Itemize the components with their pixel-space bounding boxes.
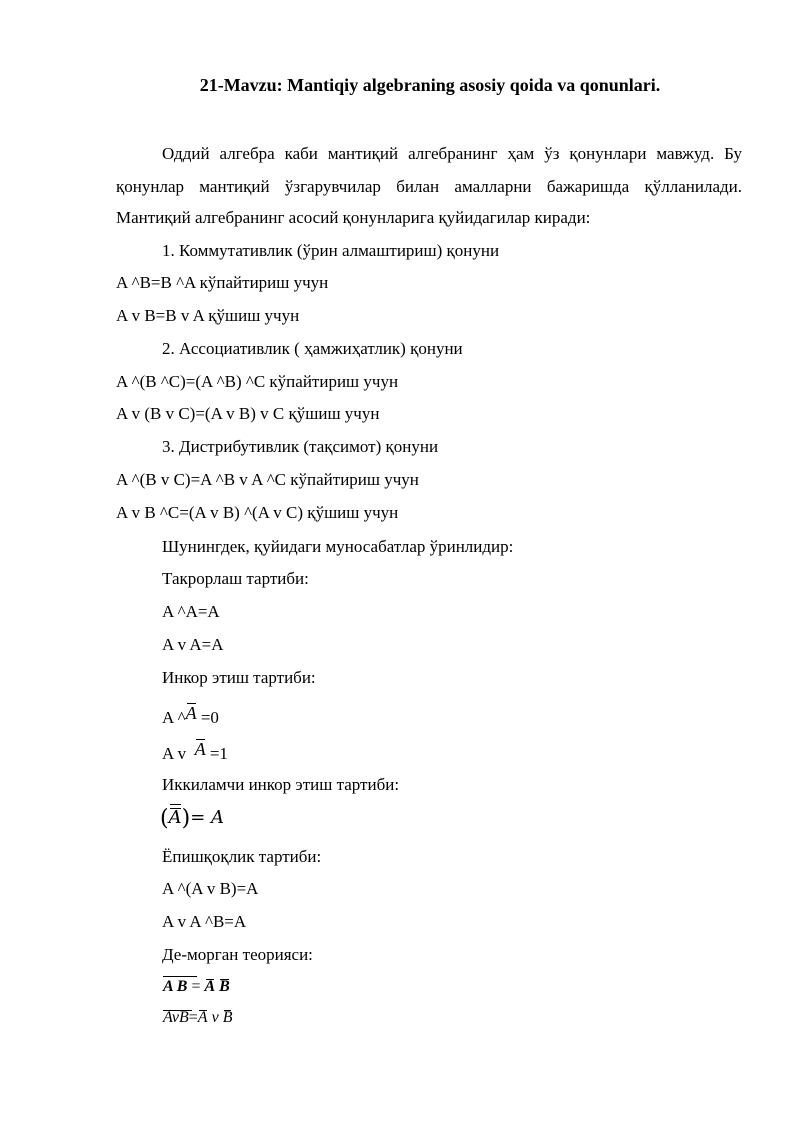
negation-rule-1-right: =0: [200, 708, 219, 727]
close-paren: ): [181, 806, 191, 831]
negation-rule-2-right: =1: [209, 744, 228, 763]
formula-2-right-a: A: [197, 1009, 208, 1026]
relations-intro: Шунингдек, қуйидаги муносабатлар ўринлидир:: [162, 537, 514, 556]
formula-1-right-a: A: [204, 978, 216, 995]
law-1-rule-2: A v B=B v A қўшиш учун: [116, 306, 300, 325]
formula-1-eq: =: [191, 978, 201, 995]
law-2-rule-1: A ^(B ^C)=(A ^B) ^C кўпайтириш учун: [116, 372, 399, 391]
absorption-rule-1: A ^(A v B)=A: [162, 879, 259, 898]
negation-rule-1-var: A: [185, 703, 197, 723]
page-title: 21-Mavzu: Mantiqiy algebraning asosiy qoida va qonunlari.: [199, 75, 661, 95]
intro-line-2: қонунлар мантиқий ўзгарувчилар билан амалларни бажаришда қўлланилади.: [116, 177, 742, 196]
law-3-heading: 3. Дистрибутивлик (тақсимот) қонуни: [162, 437, 439, 456]
negation-rule-1: [162, 702, 219, 729]
law-1-heading: 1. Коммутативлик (ўрин алмаштириш) қонуни: [162, 241, 500, 260]
de-morgan-formula-1: [163, 978, 230, 996]
formula-2-left-bar: [163, 1010, 192, 1011]
formula-1-left: A B: [163, 978, 188, 995]
law-3-rule-1: A ^(B v C)=A ^B v A ^C кўпайтириш учун: [116, 470, 419, 489]
negation-heading: Инкор этиш тартиби:: [162, 668, 316, 687]
idempotent-rule-2: A v A=A: [162, 635, 224, 654]
intro-line-3: Мантиқий алгебранинг асосий қонунларига қуйидагилар киради:: [116, 208, 591, 227]
formula-2-eq: =: [188, 1009, 198, 1026]
double-negation-formula: [160, 806, 224, 831]
formula-2-op: v: [211, 1009, 219, 1026]
open-paren: (: [160, 806, 169, 831]
negation-rule-2-var: A: [194, 739, 206, 759]
double-negation-result: = A: [190, 807, 224, 828]
absorption-heading: Ёпишқоқлик тартиби:: [162, 847, 322, 866]
intro-line-1: Оддий алгебра каби мантиқий алгебранинг ҳам ўз қонунлари мавжуд. Бу: [162, 144, 742, 163]
double-negation-var: A: [168, 807, 182, 828]
absorption-rule-2: A v A ^B=A: [162, 912, 247, 931]
idempotent-rule-1: A ^A=A: [162, 602, 220, 621]
negation-rule-1-left: A ^: [162, 708, 186, 727]
law-2-heading: 2. Ассоциативлик ( ҳамжиҳатлик) қонуни: [162, 339, 463, 358]
formula-2-right-b: B: [222, 1009, 233, 1026]
double-negation-heading: Иккиламчи инкор этиш тартиби:: [162, 775, 400, 794]
negation-rule-2-left: A v: [162, 744, 187, 763]
negation-rule-2: [162, 738, 228, 765]
law-1-rule-1: A ^B=B ^A кўпайтириш учун: [116, 273, 329, 292]
formula-1-left-bar: [163, 976, 197, 977]
idempotent-heading: Такрорлаш тартиби:: [162, 569, 309, 588]
law-3-rule-2: A v B ^C=(A v B) ^(A v C) қўшиш учун: [116, 503, 399, 522]
law-2-rule-2: A v (B v C)=(A v B) v C қўшиш учун: [116, 404, 380, 423]
de-morgan-formula-2: [163, 1009, 232, 1027]
de-morgan-heading: Де-морган теорияси:: [162, 945, 313, 964]
formula-2-left: AvB: [163, 1009, 189, 1026]
formula-1-right-b: B: [219, 978, 230, 995]
